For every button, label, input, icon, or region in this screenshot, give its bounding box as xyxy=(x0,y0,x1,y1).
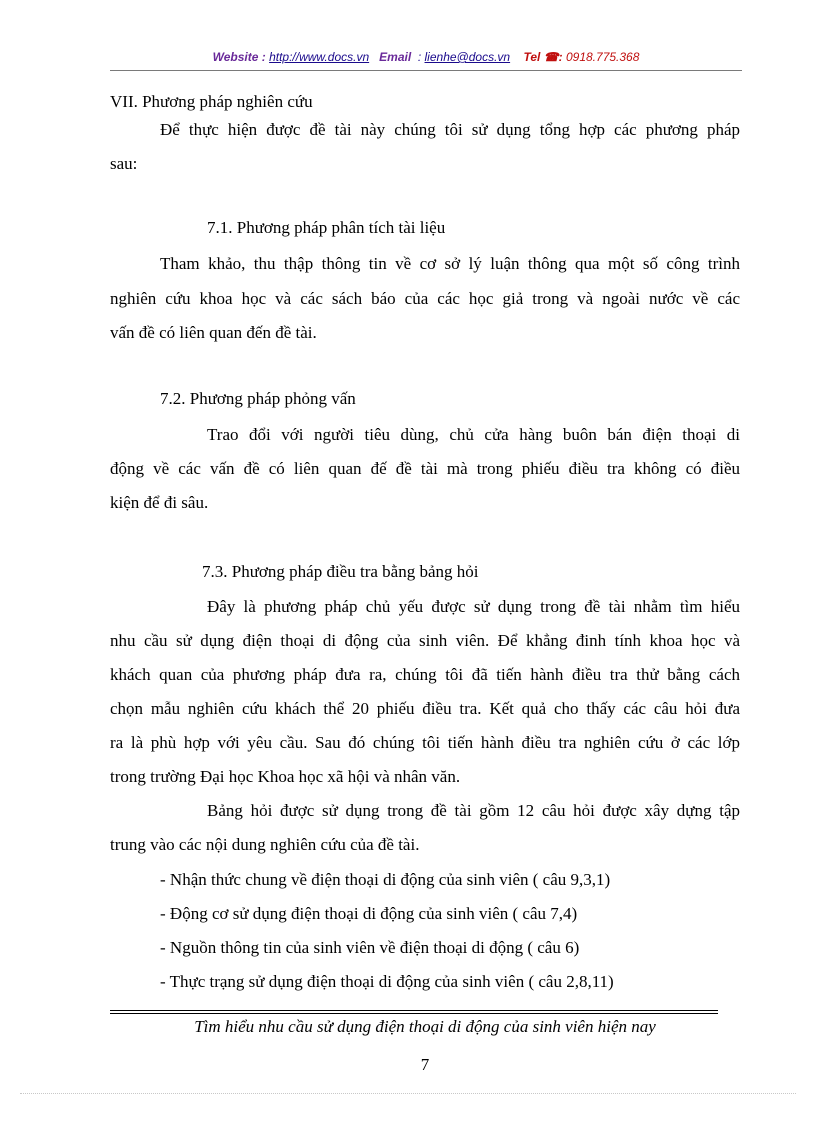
website-label: Website : xyxy=(212,50,266,64)
footer-title: Tìm hiểu nhu cầu sử dụng điện thoại di động của sinh viên hiện nay xyxy=(194,1017,656,1036)
sub2-line-3: kiện để đi sâu. xyxy=(110,493,209,512)
email-link[interactable]: lienhe@docs.vn xyxy=(424,50,511,64)
website-link[interactable]: http://www.docs.vn xyxy=(269,50,370,64)
page-number: 7 xyxy=(420,1055,430,1074)
page-header xyxy=(110,50,742,72)
sub3-para2-line-1: Bảng hỏi được sử dụng trong đề tài gồm 12 câu hỏi được xây dựng tập xyxy=(207,801,740,820)
sub3-para1-line-4: chọn mẫu nghiên cứu khách thể 20 phiếu điều tra. Kết quả cho thấy các câu hỏi đưa xyxy=(110,699,740,718)
footer-divider xyxy=(110,1013,718,1014)
intro-line-1: Để thực hiện được đề tài này chúng tôi sử dụng tổng hợp các phương pháp xyxy=(160,120,740,139)
sub1-line-2: nghiên cứu khoa học và các sách báo của các học giả trong và ngoài nước về các xyxy=(110,289,740,308)
subsection-7-3-heading: 7.3. Phương pháp điều tra bằng bảng hỏi xyxy=(202,562,479,581)
bullet-item: - Động cơ sử dụng điện thoại di động của sinh viên ( câu 7,4) xyxy=(160,904,578,923)
intro-line-2: sau: xyxy=(110,154,138,173)
sub1-line-1: Tham khảo, thu thập thông tin về cơ sở lý luận thông qua một số công trình xyxy=(160,254,740,273)
sub2-line-1: Trao đổi với người tiêu dùng, chủ cửa hàng buôn bán điện thoại di xyxy=(207,425,740,444)
tel-number: 0918.775.368 xyxy=(565,50,640,64)
section-title: VII. Phương pháp nghiên cứu xyxy=(110,92,313,111)
phone-icon: ☎ xyxy=(543,50,559,64)
header-divider xyxy=(110,70,742,71)
sub3-para1-line-6: trong trường Đại học Khoa học xã hội và nhân văn. xyxy=(110,767,461,786)
sub3-para2-line-2: trung vào các nội dung nghiên cứu của đề tài. xyxy=(110,835,420,854)
sub2-line-2: động về các vấn đề có liên quan đế đề tài mà trong phiếu điều tra không có điều xyxy=(110,459,740,478)
sub3-para1-line-2: nhu cầu sử dụng điện thoại di động của sinh viên. Để khẳng đinh tính khoa học và xyxy=(110,631,740,650)
sub1-line-3: vấn đề có liên quan đến đề tài. xyxy=(110,323,317,342)
email-separator: : xyxy=(417,50,422,64)
email-label: Email xyxy=(379,50,412,64)
bullet-item: - Thực trạng sử dụng điện thoại di động của sinh viên ( câu 2,8,11) xyxy=(160,972,614,991)
sub3-para1-line-1: Đây là phương pháp chủ yếu được sử dụng trong đề tài nhằm tìm hiểu xyxy=(207,597,740,616)
tel-label: Tel xyxy=(523,50,541,64)
page-edge xyxy=(20,1093,796,1094)
sub3-para1-line-5: ra là phù hợp với yêu cầu. Sau đó chúng tôi tiến hành điều tra nghiên cứu ở các lớp xyxy=(110,733,740,752)
subsection-7-1-heading: 7.1. Phương pháp phân tích tài liệu xyxy=(207,218,446,237)
subsection-7-2-heading: 7.2. Phương pháp phỏng vấn xyxy=(160,389,356,408)
bullet-item: - Nguồn thông tin của sinh viên về điện thoại di động ( câu 6) xyxy=(160,938,580,957)
sub3-para1-line-3: khách quan của phương pháp đưa ra, chúng tôi đã tiến hành điều tra thử bằng cách xyxy=(110,665,740,684)
footer-divider xyxy=(110,1010,718,1011)
tel-separator: : xyxy=(558,50,563,64)
bullet-item: - Nhận thức chung về điện thoại di động của sinh viên ( câu 9,3,1) xyxy=(160,870,611,889)
